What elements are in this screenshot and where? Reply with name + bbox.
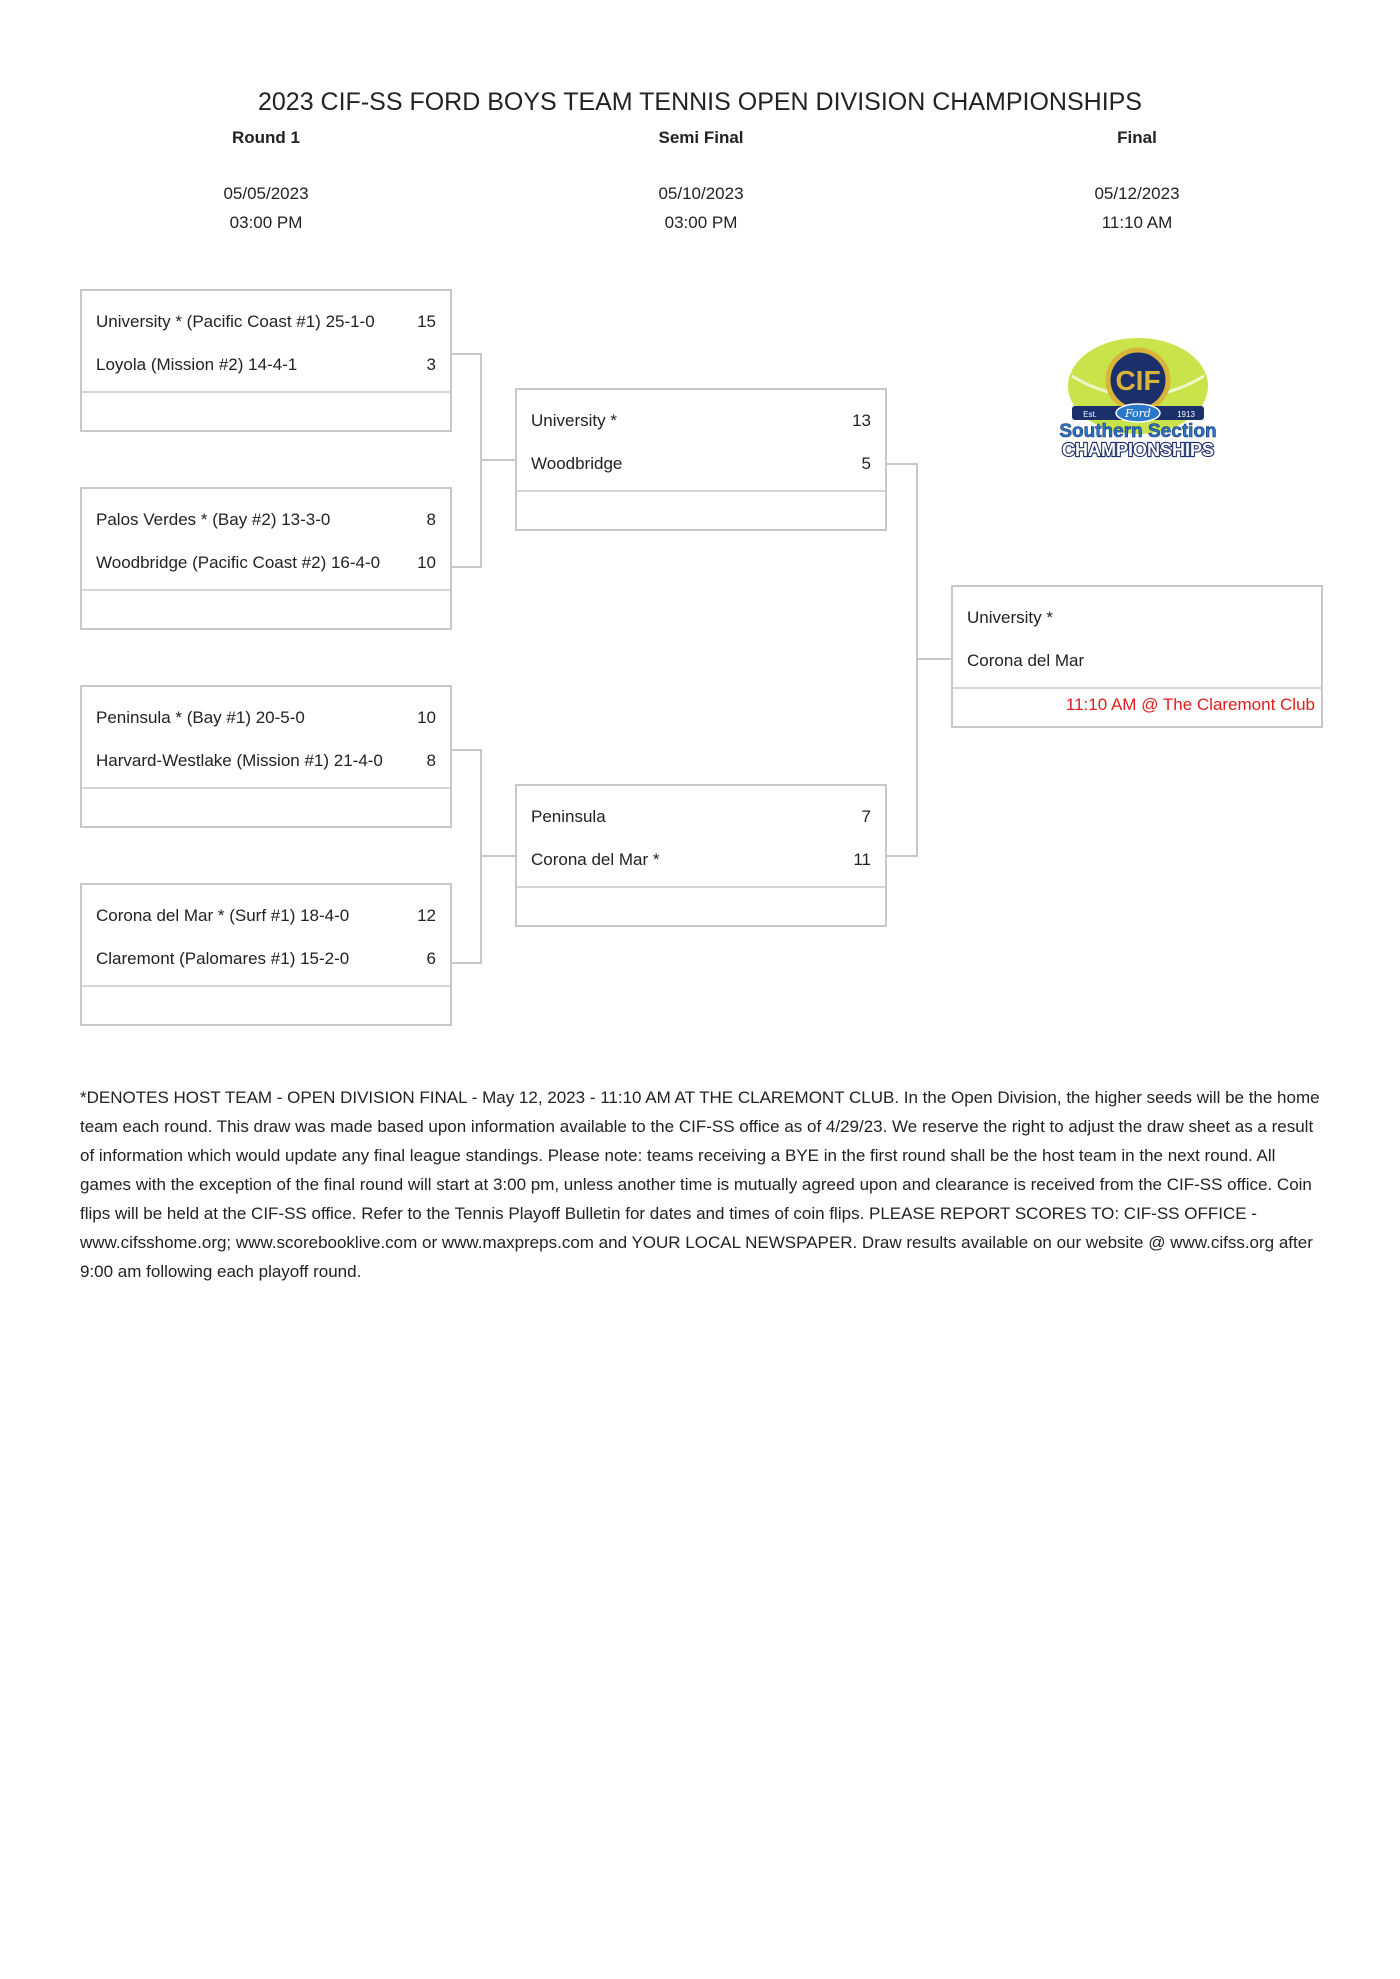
team-name: Woodbridge (Pacific Coast #2) 16-4-0	[96, 553, 381, 572]
team-name: University *	[967, 608, 1053, 627]
notes-paragraph: *DENOTES HOST TEAM - OPEN DIVISION FINAL - May 12, 2023 - 11:10 AM AT THE CLAREMONT CLUB. In the Open Division, the higher seeds will be the home team each round. This draw was made based upon information available to the CIF-SS office as of 4/29/23. We reserve the right to adjust the draw sheet as a result of information which would update any final league standings. Please note: teams receiving a BYE in the first round shall be the host team in the next round. All games with the exception of the final round will start at 3:00 pm, unless another time is mutually agreed upon and clearance is received from the CIF-SS office. Coin flips will be held at the CIF-SS office. Refer to the Tennis Playoff Bulletin for dates and times of coin flips. PLEASE REPORT SCORES TO: CIF-SS OFFICE - www.cifsshome.org; www.scorebooklive.com or www.maxpreps.com and YOUR LOCAL NEWSPAPER. Draw results available on our website @ www.cifss.org after 9:00 am following each playoff round.	[80, 1088, 1320, 1281]
team-name: Claremont (Palomares #1) 15-2-0	[96, 949, 350, 968]
team-score: 7	[861, 807, 871, 826]
semifinal-match-1	[515, 388, 887, 531]
team-row	[96, 740, 436, 782]
team-score: 15	[417, 312, 436, 331]
round1-match-1	[80, 289, 452, 432]
match-divider	[82, 589, 450, 591]
team-score: 8	[426, 751, 436, 770]
round-name: Semi Final	[658, 128, 744, 147]
page-title: 2023 CIF-SS FORD BOYS TEAM TENNIS OPEN DIVISION CHAMPIONSHIPS	[258, 88, 1142, 116]
team-row	[531, 839, 871, 881]
match-divider	[517, 886, 885, 888]
team-row	[967, 597, 1307, 639]
round-time: 03:00 PM	[664, 213, 738, 232]
match-divider	[82, 391, 450, 393]
round-time: 11:10 AM	[1101, 213, 1173, 232]
logo-brand-text: CIF	[1115, 365, 1161, 396]
team-score: 10	[417, 708, 436, 727]
logo-line2-text: CHAMPIONSHIPS	[1061, 440, 1215, 460]
cif-ford-championships-logo-icon	[1050, 336, 1226, 462]
bracket-connector	[482, 855, 516, 857]
bracket-connector	[452, 749, 482, 964]
team-name: Corona del Mar *	[531, 850, 660, 869]
team-name: Corona del Mar	[967, 651, 1085, 670]
team-name: Harvard-Westlake (Mission #1) 21-4-0	[96, 751, 383, 770]
final-venue: 11:10 AM @ The Claremont Club	[1065, 695, 1315, 714]
round1-match-2	[80, 487, 452, 630]
team-name: University * (Pacific Coast #1) 25-1-0	[96, 312, 375, 331]
team-score: 8	[426, 510, 436, 529]
logo-year-text: 1913	[1177, 410, 1195, 419]
team-name: Woodbridge	[531, 454, 623, 473]
team-name: Loyola (Mission #2) 14-4-1	[96, 355, 298, 374]
round-name: Round 1	[232, 128, 300, 147]
match-divider	[517, 490, 885, 492]
bracket-connector	[918, 658, 952, 660]
round1-match-4	[80, 883, 452, 1026]
round-date: 05/10/2023	[658, 184, 744, 203]
round-name: Final	[1117, 128, 1157, 147]
round-date: 05/05/2023	[223, 184, 309, 203]
round-time: 03:00 PM	[229, 213, 303, 232]
team-score: 5	[861, 454, 871, 473]
logo-est-text: Est.	[1083, 410, 1097, 419]
final-match	[951, 585, 1323, 728]
logo-line1-text: Southern Section	[1059, 421, 1217, 442]
match-divider	[82, 985, 450, 987]
bracket-connector	[452, 353, 482, 568]
logo-sponsor-text: Ford	[1125, 407, 1151, 420]
team-row	[531, 796, 871, 838]
team-row	[531, 400, 871, 442]
team-name: Peninsula	[531, 807, 606, 826]
bracket-connector	[482, 459, 516, 461]
team-row	[96, 697, 436, 739]
team-name: University *	[531, 411, 617, 430]
team-score: 10	[417, 553, 436, 572]
team-row	[96, 938, 436, 980]
semifinal-match-2	[515, 784, 887, 927]
team-score: 6	[426, 949, 436, 968]
team-score: 11	[853, 850, 871, 869]
team-name: Corona del Mar * (Surf #1) 18-4-0	[96, 906, 350, 925]
team-row	[96, 542, 436, 584]
team-row	[96, 301, 436, 343]
team-row	[531, 443, 871, 485]
team-row	[96, 499, 436, 541]
team-name: Peninsula * (Bay #1) 20-5-0	[96, 708, 305, 727]
round1-match-3	[80, 685, 452, 828]
round-date: 05/12/2023	[1094, 184, 1180, 203]
team-score: 3	[426, 355, 436, 374]
team-row	[96, 344, 436, 386]
match-divider	[82, 787, 450, 789]
team-row	[967, 640, 1307, 682]
team-name: Palos Verdes * (Bay #2) 13-3-0	[96, 510, 331, 529]
match-divider	[953, 687, 1321, 689]
team-score: 13	[852, 411, 871, 430]
team-row	[96, 895, 436, 937]
bracket-connector	[887, 463, 918, 857]
team-score: 12	[417, 906, 436, 925]
